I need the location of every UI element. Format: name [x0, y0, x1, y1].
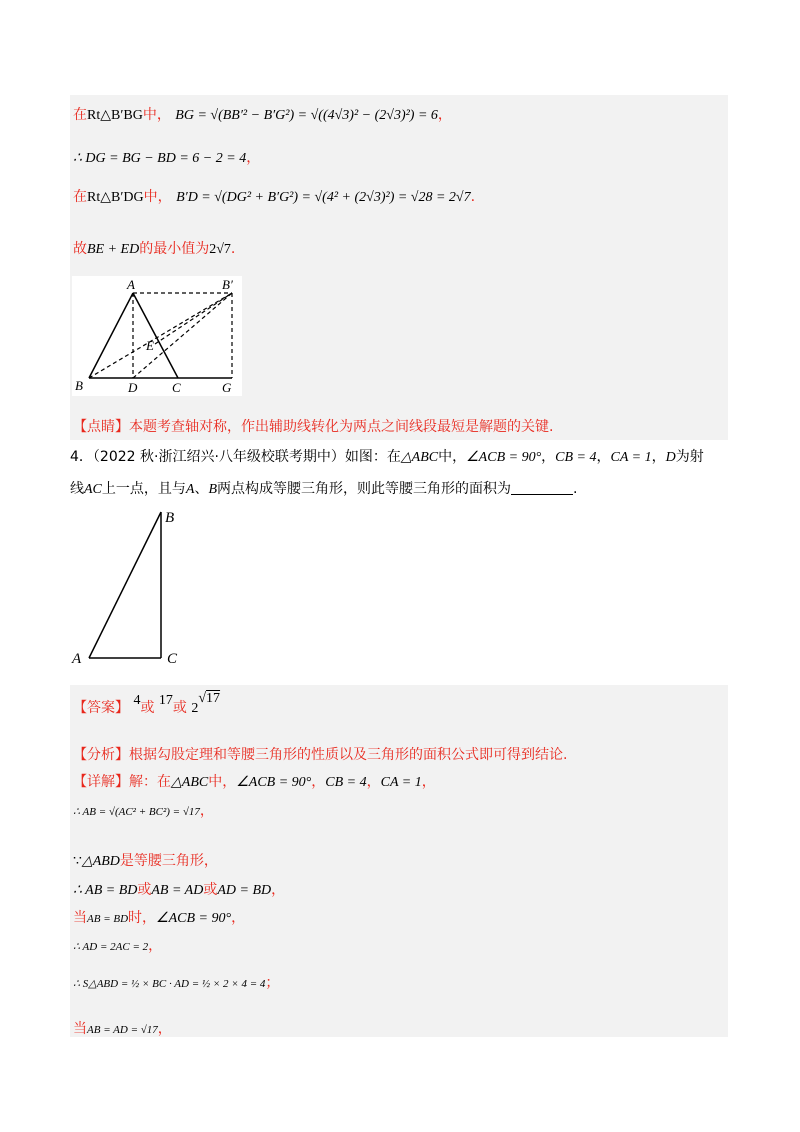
- fig2-label-a: A: [72, 651, 82, 667]
- dianjing-line: 【点睛】本题考查轴对称，作出辅助线转化为两点之间线段最短是解题的关键.: [73, 419, 554, 435]
- answer-blank: [511, 482, 573, 495]
- problem4-line-2: 线AC上一点，且与A、B两点构成等腰三角形，则此等腰三角形的面积为 .: [70, 481, 578, 497]
- detail-line-8: 当AB = AD = √17，: [73, 1021, 172, 1037]
- solution-line-1: 在Rt△B′BG中， BG = √(BB′² − B′G²) = √((4√3)² − (2√3)²) = 6，: [73, 107, 452, 123]
- figure-symmetry-diagram: [72, 276, 242, 396]
- solution-line-4: 故BE + ED的最小值为2√7.: [73, 241, 236, 257]
- fig2-label-c: C: [167, 651, 178, 667]
- detail-line-2: ∴ AB = √(AC² + BC²) = √17，: [73, 803, 214, 819]
- detail-line-3: ∵△ABD是等腰三角形，: [73, 853, 218, 869]
- fig1-label-g: G: [222, 380, 232, 395]
- detail-line-6: ∴ AD = 2AC = 2，: [73, 938, 163, 954]
- answer-line: 【答案】 4或 17或 2√17: [73, 691, 221, 716]
- fig1-label-d: D: [128, 380, 138, 395]
- detail-line-1: 【详解】解：在△ABC中，∠ACB = 90°，CB = 4，CA = 1，: [73, 774, 436, 790]
- solution-line-2: ∴ DG = BG − BD = 6 − 2 = 4，: [73, 150, 261, 166]
- solution-line-3: 在Rt△B′DG中， B′D = √(DG² + B′G²) = √(4² + (2√3)²) = √28 = 2√7.: [73, 189, 476, 205]
- fig1-label-c: C: [172, 380, 181, 395]
- fig1-label-e: E: [146, 338, 154, 353]
- formula-bd: B′D = √(DG² + B′G²) = √(4² + (2√3)²) = √28 = 2√7: [176, 190, 471, 205]
- detail-line-5: 当AB = BD时，∠ACB = 90°，: [73, 910, 246, 926]
- figure-right-triangle: [70, 502, 190, 672]
- analysis-line: 【分析】根据勾股定理和等腰三角形的性质以及三角形的面积公式即可得到结论.: [73, 747, 568, 763]
- formula-bg: BG = √(BB′² − B′G²) = √((4√3)² − (2√3)²) = 6: [175, 108, 438, 123]
- fig1-label-b: B: [75, 378, 83, 393]
- detail-line-4: ∴ AB = BD或AB = AD或AD = BD，: [73, 882, 286, 898]
- fig2-label-b: B: [165, 510, 175, 526]
- fig1-label-bprime: B′: [222, 277, 233, 292]
- fig1-label-a: A: [127, 277, 135, 292]
- problem4-line-1: 4．（2022 秋·浙江绍兴·八年级校联考期中）如图：在△ABC中，∠ACB = 90°，CB = 4，CA = 1，D为射: [70, 449, 704, 465]
- detail-line-7: ∴ S△ABD = ½ × BC · AD = ½ × 2 × 4 = 4；: [73, 975, 280, 991]
